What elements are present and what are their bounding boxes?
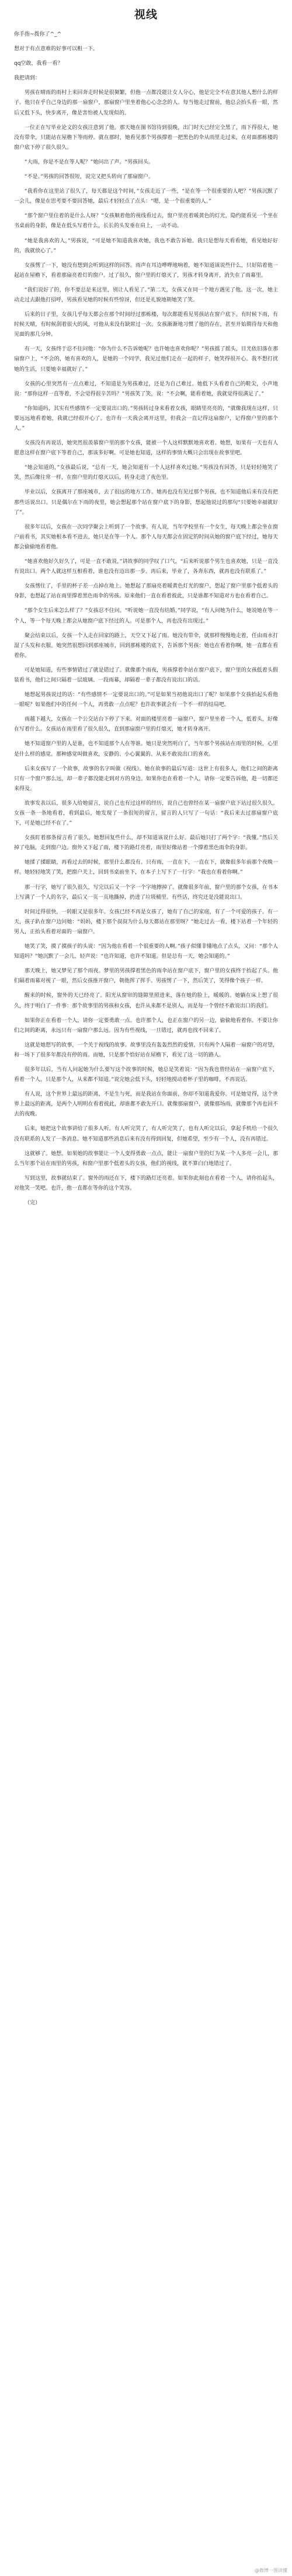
- paragraph: 一位正在写毕业论文的女孩注意到了他。那天她在图书馆待到很晚，出门时天已经完全黑了，雨下得很大，她没有带伞，只能站在屋檐下等雨停。就在那时，她看见那个男孩撑着一把黑色的伞从雨里走过来，在对面那栋楼的窗户底下停了很久很久。: [14, 124, 278, 151]
- paragraph: 聚会结束以后，女孩一个人走在回家的路上，天空又下起了雨。她没有带伞，就那样慢慢地走着，任由雨水打湿了头发和衣服。她突然很想回到那座城市，回到那栋楼的底下，告诉那个男孩：她也在看着你啊，她一直都在看着你。: [14, 632, 278, 659]
- paragraph: 故事发表以后，很多人给她留言，说自己也有过这样的经历，说自己也曾经在某一扇窗户底下站过很久很久。女孩一条一条地看着，看到最后，她发现了一条很短的留言，留言的人只写了一句话：“我后来去过那扇窗户底下，可是她已经不在了。”: [14, 800, 278, 827]
- paragraph: “她会知道的，”女孩最后说，“总有一天，她会知道有一个人这样喜欢过她。”男孩没有回答，只是轻轻地笑了笑，然后像往常一样，在窗户里的灯熄灭以后，转身走进了夜色里。: [14, 465, 278, 481]
- paragraph: 那一行字，她写了很久很久，写完以后又一个字一个字地擦掉了。就像很多年前，窗户里的那个女孩，在书本上写满了一个人的名字，最后又一页一页地撕掉，扔进了垃圾桶里。有些话，终究还是没能说出口。: [14, 884, 278, 901]
- paragraph: 毕业以后，女孩离开了那座城市，去了很远的地方工作。她再也没有见过那个男孩，也不知道他后来有没有把那些话说出口。只是偶尔在下雨的夜里，她会想起那个站在窗户底下的身影，想起他说过的那句“只要她幸福就好了”。: [14, 489, 278, 516]
- watermark: @微博一图读懂: [255, 2568, 287, 2573]
- paragraph: 可是她知道，有些事情错过了就是错过了。就像那个雨夜，男孩撑着伞站在窗户底下，窗户里的女孩低着头假装看书，他们之间只隔着一层玻璃、一段雨幕，却隔着一辈子都没有说出口的话。: [14, 667, 278, 683]
- paragraph: 女孩愣住了，手里的杯子差一点掉在地上。她想起了那扇亮着暖黄色灯光的窗户，想起了窗户里那个低着头的身影，也想起了站在雨里撑着黑色雨伞的男孩。原来他们一直在看着彼此，只是谁都不知道对方也在看着自己。: [14, 583, 278, 600]
- paragraph: “我看你在这里站了很久了，每天都是这个时间，”女孩走近了一些，“是在等一个很重要的人吧？”男孩沉默了一会儿，像是在思考要不要回答她，最后才轻轻点了点头：“嗯，是一个很重要的人。”: [14, 189, 278, 205]
- paragraph: （完）: [25, 1200, 41, 1206]
- paragraph: “她是我喜欢的人，”男孩说，“可是她不知道我喜欢她，我也不敢告诉她。我只是想每天看看她，看见她好好的，我就放心了。”: [14, 238, 278, 254]
- paragraph: 如果你正在看着一个人，请你一定要勇敢一点。也许那个人，也正在窗户的另一边，偷偷地看着你。不要让你们之间的距离，永远只有一扇窗户那么远。因为有些视线，一旦错过，就再也找不回来了。: [14, 1017, 278, 1034]
- paragraph: 那天晚上，她又梦见了那个雨夜。梦里的男孩撑着黑色的雨伞站在窗户底下，窗户里的女孩终于抬起了头。他们隔着雨幕对视了一眼，然后女孩推开窗户，朝他挥了挥手。男孩愣了一下，然后笑了，笑得像个孩子一样。: [14, 968, 278, 985]
- paragraph: 她想起男孩说过的话：“有些感情不一定要说出口的。”可是如果当初他说出口了呢？如果那个女孩抬起头看他一眼呢？如果他们中的任何一个人，再勇敢一点点呢？也许故事就会有一个不一样的结局吧。: [14, 692, 278, 708]
- intro-line: 我把请到：: [14, 75, 41, 82]
- paragraph: “你知道吗，其实有些感情不一定要说出口的。”男孩转过身来看着女孩，眼睛里亮亮的，“就像我现在这样，只要远远地看着她，我就已经很开心了。也许有一天我会离开这里，但我会一直记得这扇窗户，记得窗户里的那个人。”: [14, 405, 278, 432]
- paragraph: 后来，她把这个故事讲给了很多人听。有人听完哭了，有人听完笑了，也有人听完以后，拿起手机给一个很久没有联系的人发了一条消息。她不知道那些消息后来有没有得到回复，但她希望，至少有一个人，没有再错过。: [14, 1126, 278, 1142]
- paragraph: 醒来的时候，窗外的天已经亮了。阳光从窗帘的缝隙里照进来，落在她的脸上，暖暖的。她躺在床上想了很久，终于明白了一件事：那个故事里的男孩和女孩，也许从来都不是别人，而是每一个曾经不敢说出口的我们。: [14, 993, 278, 1009]
- paragraph: 时间过得很快，一转眼又是很多年。女孩已经不再是女孩了，她有了自己的家庭，有了一个可爱的孩子。有一天，孩子趴在窗户边问她：“妈妈，楼下那个叔叔为什么每天都站在那里呀？”她走过去一看，楼下站着一个年轻的男人，正抬头看着对面的一扇窗户。: [14, 909, 278, 935]
- paragraph: 女孩愣了一下，她没有想到会听到这样的回答。雨声在耳边哗哗地响着，她不知道该说些什么，只好陪着他一起站在屋檐下，看着那扇亮着灯的窗户。过了很久，窗户里的灯熄灭了，男孩才转身离开，消失在了雨幕里。: [14, 262, 278, 279]
- paragraph: 这就够了。她想。如果她的故事能让一个人变得勇敢一点点，能让一扇窗户里的灯为某一个人多亮一会儿，那么当年那个站在雨里的男孩，和窗户里那个低着头的女孩，他们的视线，就不算白白地错过了。: [14, 1150, 278, 1167]
- paragraph: “那个女生后来怎么样了？”女孩忍不住问。“听说她一直没有结婚，”同学说，“有人问她为什么，她说她在等一个人，等一个每天晚上都会从她窗户底下经过的人。可是那个人，再也没有出现过。”: [14, 608, 278, 624]
- paragraph: 写到这里，故事就结束了。窗外的雨还在下，楼下的路灯还亮着。如果你此刻也在看着一个人，请你抬起头，对他笑一笑吧。也许，他一直都在等你的这个笑容。: [14, 1175, 278, 1191]
- paragraph: “不是。”男孩的回答很短，说完又把头转向了那扇窗户。: [25, 174, 154, 180]
- paragraph: “大雨，你是不是在等人呢？”她问出了声。“男孩回头。: [25, 159, 154, 165]
- intro-line: 你手指~拨你了^_^: [14, 32, 62, 37]
- paragraph: 后来的日子里，女孩几乎每天都会在那个时间经过那栋楼，每次都能看见男孩站在窗户底下。有时候下雨，有时候天晴，有时候刮着很大的风，可他从来没有缺席过一次。女孩渐渐地习惯了他的存在，甚至开始期待每天和他见面的那几分钟。: [14, 312, 278, 338]
- paragraph: 她不知道窗户里的人是谁，也不知道那个人在等谁。她只是突然明白了，当年那个男孩站在雨里的时候，心里是什么样的感觉。那种感觉叫做喜欢，安静的、小心翼翼的、从来不敢说出口的喜欢。: [14, 741, 278, 757]
- page-title: 视线: [134, 8, 158, 21]
- paragraph: 雨越下越大，女孩在一个公交站台下停了下来。对面的楼里亮着一扇窗户，窗户里坐着一个人，低着头，好像在写着什么。女孩站在雨里看了很久很久，直到那扇窗户里的灯熄灭，她才转身离开。: [14, 717, 278, 733]
- story-content: [14, 30, 278, 1208]
- paragraph: 女孩的心里突然有一点点难过，不知道是为男孩难过，还是为自己难过。她低下头看着自己的鞋尖，小声地说：“那你这样一直等着，不会觉得很辛苦吗？”男孩笑了笑，说：“不会啊，能看着她，我就觉得很满足了。”: [14, 381, 278, 397]
- paragraph: 这就是她想写的故事，一个关于视线的故事。故事里没有轰轰烈烈的爱情，只有两个人隔着一扇窗户的对望，和一场下了很多年都没有停的雨。而她，只是那个恰好站在屋檐下，看见了这一切的路人。: [14, 1042, 278, 1058]
- paragraph: 很多年以后，女孩在一次同学聚会上听到了一个故事。有人说，当年学校里有一个女生，每天晚上都会坐在窗户前看书，其实她根本看不进去，她只是在等一个人。那个人每天都会在固定的时间从她的窗户底下经过，她每天都会偷偷地看着他。: [14, 524, 278, 550]
- paragraph: “她喜欢他好久好久了，可是一直不敢说，”讲故事的同学叹了口气，“后来听说那个男生也喜欢她，只是一直没有说出口。两个人就这样互相看着，谁也没有迈出那一步。再后来，毕业了，各奔东西，就再也没有联系了。”: [14, 559, 278, 575]
- paragraph: “那个窗户里住着的是什么人呀？”女孩顺着他的视线看过去，窗户里亮着暖黄色的灯光，隐约能看见一个坐在书桌前的身影，像是在低头写着什么，长长的头发垂在肩上，一动不动。: [14, 213, 278, 230]
- paragraph: 后来女孩写了一个故事，故事的名字叫做《视线》。她在故事的最后写道：这世上有很多人，他们之间的距离只有一个窗户那么远，却一辈子都没能走到对方的身边。如果你也在看着一个人，请你一定要告诉他，趁一切都还来得及。: [14, 766, 278, 792]
- paragraph: 她笑了笑，摸了摸孩子的头说：“因为他在看着一个很重要的人啊。”孩子似懂非懂地点了点头，又问：“那个人知道吗？”她沉默了一会儿，轻声说：“也许知道，也许不知道。但是总有一天，她会知道的。”: [14, 944, 278, 960]
- paragraph: 她揉了揉眼睛，再看过去的时候，那里什么都没有。只有雨，一直在下，一直在下，就像很多年前那个夜晚一样。她轻轻地笑了笑，把窗户关上，回到书桌前坐下，在本子上写下了一行字：“我也在看着你啊。”: [14, 860, 278, 876]
- paragraph: 有人说，这个世界上最远的距离，不是生与死，而是我站在你面前，你却不知道我爱你。可是她觉得，这个世界上最远的距离，是两个人明明在看着彼此，却谁都不敢先开口。就像那扇窗户，就像那场雨，就像那个再也回不去的夜晚。: [14, 1091, 278, 1118]
- intro-line: qq空敢，我看一看？: [14, 61, 63, 67]
- paragraph: 男孩在晴雨的雨村上来回奔走时候是很频繁，但他一点都没能让女人分心，他是完全不在意其他人想什么的样子。他只在乎自己身边的那一扇窗户，那扇窗户里坐着他心心念念的人。每当他走过窗前，他总会抬头看一眼，然后又低下头，快步离开，像是害怕被人发现似的。: [14, 90, 278, 116]
- intro-line: 想对于有点意难的好事可以粗一下。: [14, 46, 99, 53]
- paragraph: 女孩没有再说话，她突然很羡慕窗户里的那个女孩，能被一个人这样默默地喜欢着。她想，如果有一天也有人愿意这样在窗户底下等着自己，那该多好啊。可是她也知道，这样的事情大概只会出现在故事里吧。: [14, 440, 278, 457]
- paragraph: 女孩盯着那条留言看了很久，她想回复些什么，却不知道该说什么好。最后她只打了两个字：“我懂。”然后关掉了电脑，走到窗户边。窗外又下起了雨，楼下的路灯亮着，雨里好像站着一个撑着黑色雨伞的身影。: [14, 835, 278, 851]
- paragraph: 有一天，女孩终于忍不住问他：“你为什么不告诉她呢？也许她也喜欢你呢？”男孩摇了摇头，目光依旧落在那扇窗户上，“不会的，她有喜欢的人，是她的一个同学，我见过他们走在一起的样子，她笑得很开心。我不想打扰她的生活，只要她幸福就好了。”: [14, 346, 278, 373]
- paragraph: “我们说好了的，你不要总是来这里，别让人看见了。”第二天，女孩又在同一个地方遇见了他。这一次，她主动走过去跟他打招呼，男孩看见她的时候有些惊讶，但还是礼貌地朝她笑了笑。: [14, 287, 278, 303]
- paragraph: 很多年以后，当有人问起她为什么要写这个故事的时候，她总是笑着说：“因为我也曾经站在一扇窗户底下，看着一个人。只是那个人，从来都不知道。”说完她会低下头，轻轻地搅动着杯子里的咖啡，不再说话。: [14, 1066, 278, 1083]
